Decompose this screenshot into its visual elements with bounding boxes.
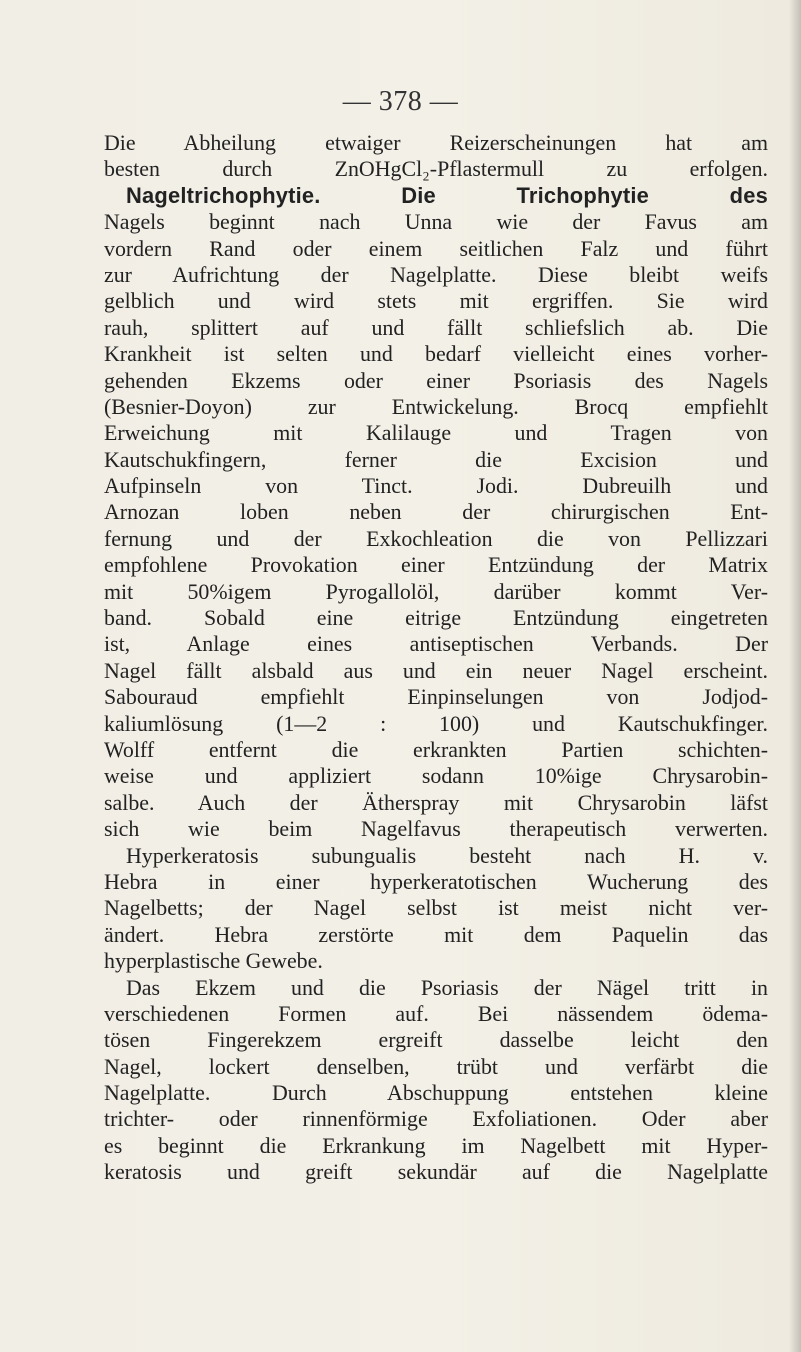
text-line: ändert. Hebra zerstörte mit dem Paquelin das [104,921,768,947]
text-line: (Besnier-Doyon) zur Entwickelung. Brocq empfiehlt [104,393,768,419]
text-line: besten durch ZnOHgCl₂-Pflastermull zu erfolgen. [104,156,768,182]
text-line: Hebra in einer hyperkeratotischen Wucherung des [104,868,768,894]
text-line: salbe. Auch der Ätherspray mit Chrysarobin läfst [104,789,768,815]
text-line: mit 50%igem Pyrogallolöl, darüber kommt Ver- [104,578,768,604]
text-line: fernung und der Exkochleation die von Pellizzari [104,525,768,551]
text-line: empfohlene Provokation einer Entzündung der Matrix [104,552,768,578]
section-heading-ekzem-psoriasis: Das Ekzem und die Psoriasis der Nägel tritt in [126,974,768,1000]
text-line: Erweichung mit Kalilauge und Tragen von [104,420,768,446]
text-line: Sabouraud empfiehlt Einpinselungen von Jodjod- [104,684,768,710]
text-line: rauh, splittert auf und fällt schliefslich ab. Die [104,314,768,340]
text-line: vordern Rand oder einem seitlichen Falz und führt [104,235,768,261]
text-line: Nagelbetts; der Nagel selbst ist meist nicht ver- [104,895,768,921]
text-line: kaliumlösung (1—2 : 100) und Kautschukfinger. [104,710,768,736]
text-line: gehenden Ekzems oder einer Psoriasis des Nagels [104,367,768,393]
text-line: Nagelplatte. Durch Abschuppung entstehen kleine [104,1080,768,1106]
text-line: Kautschukfingern, ferner die Excision und [104,446,768,472]
page-body-text [104,130,768,1186]
text-line: keratosis und greift sekundär auf die Nagelplatte [104,1159,768,1185]
text-line: ist, Anlage eines antiseptischen Verbands. Der [104,631,768,657]
section-heading-hyperkeratosis: Hyperkeratosis subungualis besteht nach H. v. [126,842,768,868]
text-line: Aufpinseln von Tinct. Jodi. Dubreuilh und [104,473,768,499]
text-line: Nagels beginnt nach Unna wie der Favus am [104,209,768,235]
text-line: Arnozan loben neben der chirurgischen Ent- [104,499,768,525]
text-line: Nagel fällt alsbald aus und ein neuer Nagel erscheint. [104,657,768,683]
text-line: gelblich und wird stets mit ergriffen. Sie wird [104,288,768,314]
text-line: sich wie beim Nagelfavus therapeutisch verwerten. [104,816,768,842]
text-line: trichter- oder rinnenförmige Exfoliationen. Oder aber [104,1106,768,1132]
text-line: hyperplastische Gewebe. [104,948,323,974]
text-line: zur Aufrichtung der Nagelplatte. Diese bleibt weifs [104,261,768,287]
text-line: verschiedenen Formen auf. Bei nässendem ödema- [104,1000,768,1026]
page-edge-shadow [789,0,801,1352]
text-line: weise und appliziert sodann 10%ige Chrysarobin- [104,763,768,789]
section-heading-nageltrichophytie: Nageltrichophytie. Die Trichophytie des [126,182,768,208]
text-line: Wolff entfernt die erkrankten Partien schichten- [104,736,768,762]
text-line: Die Abheilung etwaiger Reizerscheinungen hat am [104,130,768,155]
text-line: Nagel, lockert denselben, trübt und verfärbt die [104,1053,768,1079]
page-number: — 378 — [342,86,459,117]
text-line: es beginnt die Erkrankung im Nagelbett mit Hyper- [104,1132,768,1158]
text-line: band. Sobald eine eitrige Entzündung eingetreten [104,605,768,631]
text-line: Krankheit ist selten und bedarf vielleicht eines vorher- [104,341,768,367]
text-line: tösen Fingerekzem ergreift dasselbe leicht den [104,1027,768,1053]
